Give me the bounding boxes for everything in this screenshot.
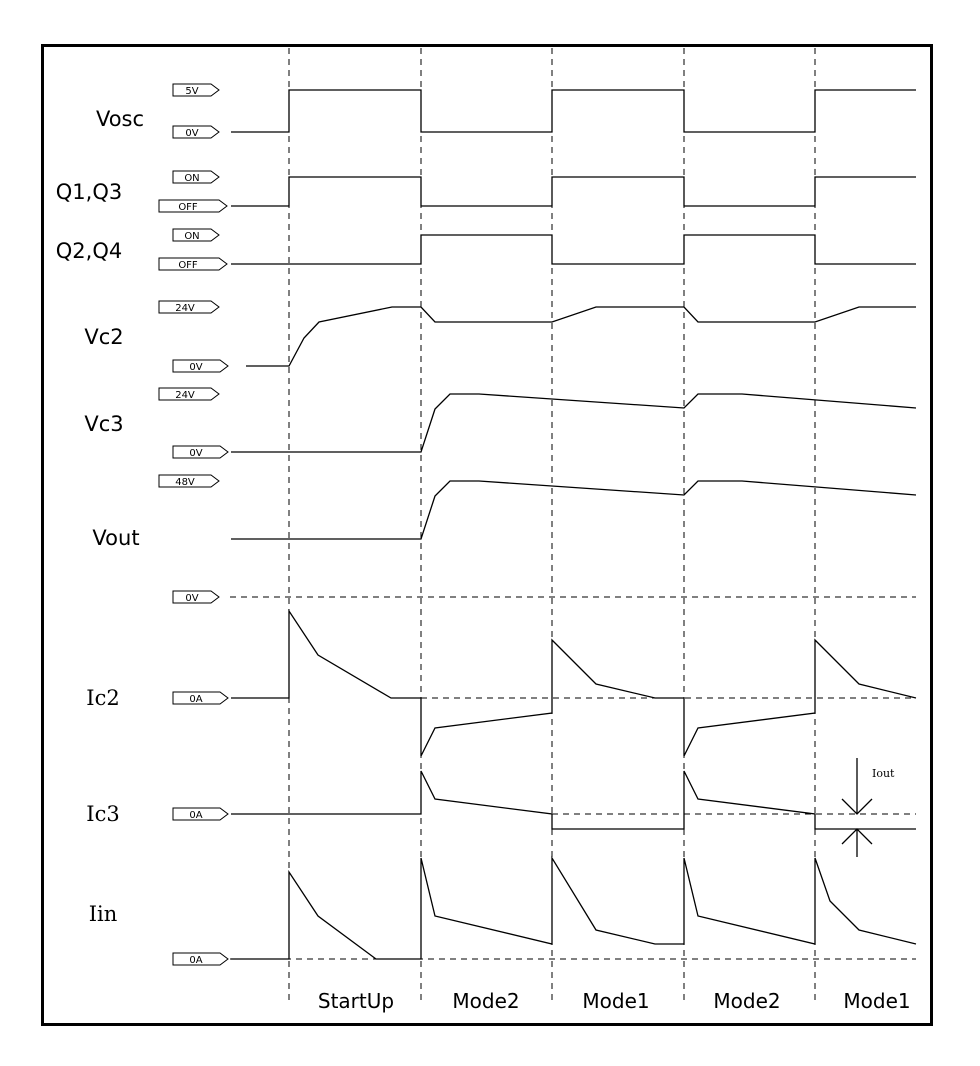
signal-name-vout: Vout xyxy=(92,526,140,550)
waveforms xyxy=(231,90,916,959)
vosc-waveform xyxy=(231,90,916,132)
q24-waveform xyxy=(231,235,916,264)
iout-indicator xyxy=(842,758,895,857)
vc3-waveform xyxy=(231,394,916,452)
signal-name-ic3: Ic3 xyxy=(86,802,120,826)
q13-waveform xyxy=(231,177,916,206)
signal-name-ic2: Ic2 xyxy=(86,686,120,710)
signal-name-q24: Q2,Q4 xyxy=(55,239,123,263)
ic2-waveform xyxy=(231,611,916,756)
signal-name-vosc: Vosc xyxy=(95,107,145,131)
q24-off-label: OFF xyxy=(178,260,198,271)
mode-labels xyxy=(318,989,911,1013)
vc3-low-label: 0V xyxy=(189,448,203,459)
vc2-high-label: 24V xyxy=(175,303,195,314)
iin-zero-label: 0A xyxy=(189,955,203,966)
signal-names xyxy=(56,107,144,926)
vosc-high-label: 5V xyxy=(185,86,199,97)
level-tags xyxy=(159,84,228,966)
q24-on-label: ON xyxy=(184,231,200,242)
mode-label-mode2: Mode2 xyxy=(713,989,781,1013)
vout-zero-label: 0V xyxy=(185,593,199,604)
vc3-high-label: 24V xyxy=(175,390,195,401)
signal-name-vc3: Vc3 xyxy=(84,412,124,436)
mode-label-mode1: Mode1 xyxy=(582,989,650,1013)
ic2-zero-label: 0A xyxy=(189,694,203,705)
vout-waveform xyxy=(231,481,916,539)
q13-off-label: OFF xyxy=(178,202,198,213)
vosc-low-label: 0V xyxy=(185,128,199,139)
ic3-zero-label: 0A xyxy=(189,810,203,821)
vout-high-label: 48V xyxy=(175,477,195,488)
signal-name-q13: Q1,Q3 xyxy=(55,180,123,204)
vc2-low-label: 0V xyxy=(189,362,203,373)
signal-name-vc2: Vc2 xyxy=(84,325,124,349)
iout-label: Iout xyxy=(872,767,895,780)
mode-label-startup: StartUp xyxy=(317,989,395,1013)
mode-label-mode2: Mode2 xyxy=(452,989,520,1013)
signal-name-iin: Iin xyxy=(88,902,118,926)
q13-on-label: ON xyxy=(184,173,200,184)
zero-references xyxy=(230,597,916,959)
iin-waveform xyxy=(231,858,916,959)
ic3-waveform xyxy=(231,771,916,829)
mode-label-mode1: Mode1 xyxy=(843,989,911,1013)
